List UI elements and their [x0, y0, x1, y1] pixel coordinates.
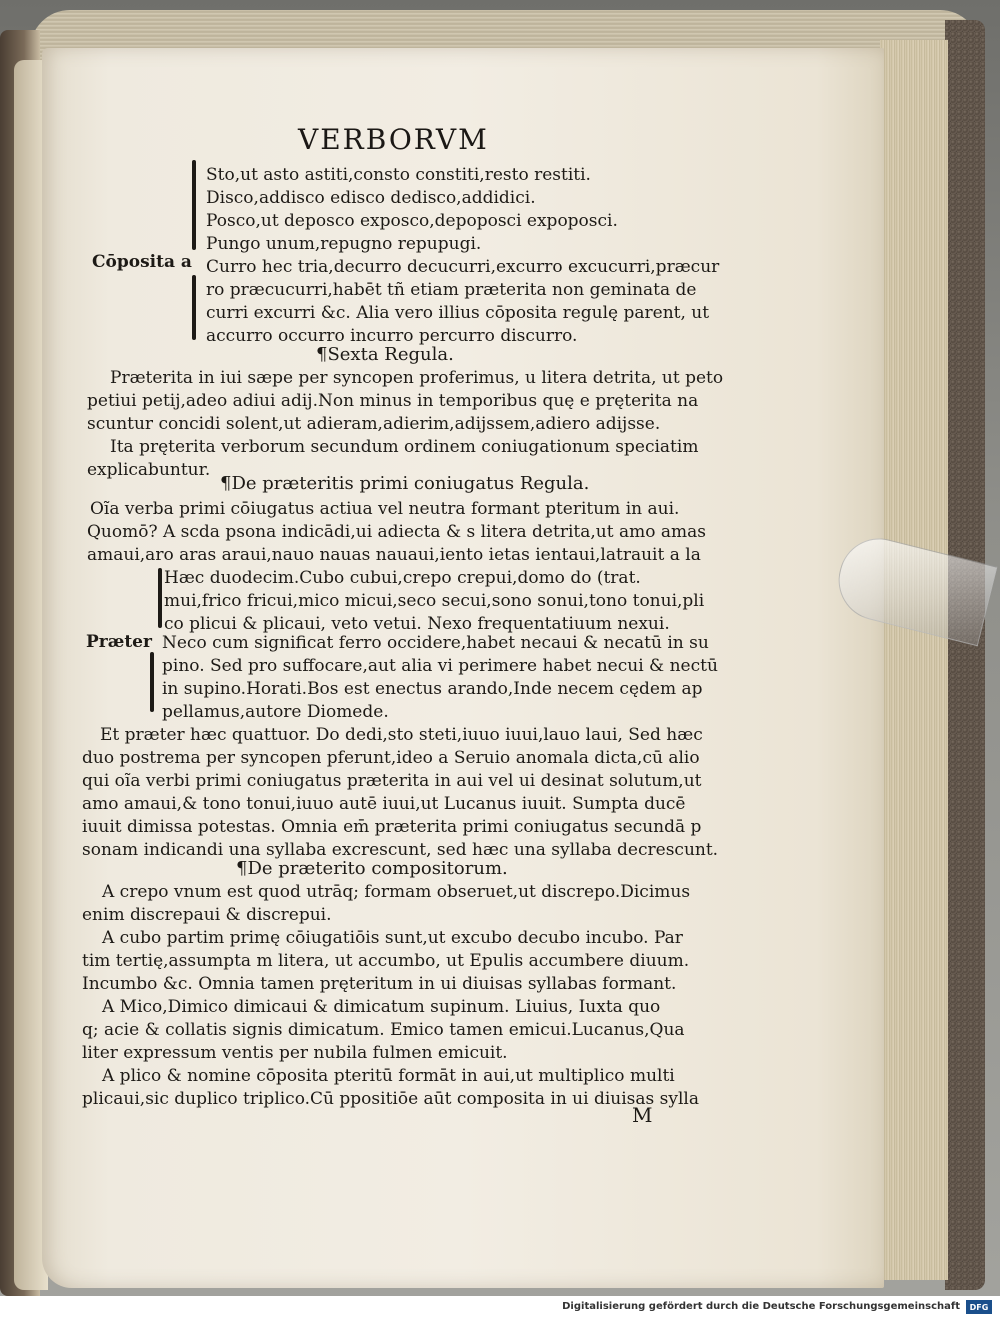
text-line: explicabuntur. [87, 460, 211, 480]
text-line: Quomō? A scda psona indicādi,ui adiecta & s litera detrita,ut amo amas [87, 522, 706, 542]
text-line: A crepo vnum est quod utrāq; formam obseruet,ut discrepo.Dicimus [102, 882, 691, 902]
text-line: duo postrema per syncopen pferunt,ideo a Seruio anomala dicta,cū alio [82, 748, 700, 768]
running-head: VERBORVM [298, 123, 489, 156]
text-line: sonam indicandi una syllaba excrescunt, sed hæc una syllaba decrescunt. [82, 840, 719, 860]
section-heading: ¶Sexta Regula. [316, 344, 454, 365]
text-line: Incumbo &c. Omnia tamen pręteritum in ui diuisas syllabas formant. [82, 974, 677, 994]
text-line: pino. Sed pro suffocare,aut alia vi perimere habet necui & nectū [162, 656, 718, 676]
text-line: Neco cum significat ferro occidere,habet necaui & necatū in su [162, 633, 709, 653]
text-line: mui,frico fricui,mico micui,seco secui,sono sonui,tono tonui,pli [164, 591, 705, 611]
text-line: Præterita in iui sæpe per syncopen proferimus, u litera detrita, ut peto [110, 368, 724, 388]
text-line: Disco,addisco edisco dedisco,addidici. [206, 188, 536, 208]
text-line: in supino.Horati.Bos est enectus arando,Inde necem cędem ap [162, 679, 703, 699]
text-line: A plico & nomine cōposita pteritū formāt in aui,ut multiplico multi [102, 1066, 675, 1086]
text-line: petiui petij,adeo adiui adij.Non minus in temporibus quę e pręterita na [87, 391, 699, 411]
text-line: enim discrepaui & discrepui. [82, 905, 332, 925]
text-line: amaui,aro aras araui,nauo nauas nauaui,iento ietas ientaui,latrauit a la [87, 545, 701, 565]
text-line: liter expressum ventis per nubila fulmen emicuit. [82, 1043, 508, 1063]
text-line: Hæc duodecim.Cubo cubui,crepo crepui,domo do (trat. [164, 568, 641, 588]
brace-mark [192, 160, 196, 250]
text-line: Curro hec tria,decurro decucurri,excurro excucurri,præcur [206, 257, 720, 277]
text-line: tim tertię,assumpta m litera, ut accumbo, ut Epulis accumbere diuum. [82, 951, 690, 971]
text-line: Posco,ut deposco exposco,depoposci expoposci. [206, 211, 618, 231]
dfg-logo: DFG [966, 1300, 992, 1314]
text-line: Ita pręterita verborum secundum ordinem coniugationum speciatim [110, 437, 699, 457]
book-cover-right [945, 20, 985, 1290]
text-line: curri excurri &c. Alia vero illius cōposita regulę parent, ut [206, 303, 710, 323]
text-line: co plicui & plicaui, veto vetui. Nexo frequentatiuum nexui. [164, 614, 670, 634]
section-heading: ¶De præterito compositorum. [236, 858, 508, 879]
margin-note: Præter [86, 632, 152, 652]
page-edges [880, 40, 948, 1280]
brace-mark [150, 652, 154, 712]
text-line: iuuit dimissa potestas. Omnia em̄ præterita primi coniugatus secundā p [82, 817, 702, 837]
brace-mark [158, 568, 162, 628]
text-line: A cubo partim primę cōiugatiōis sunt,ut excubo decubo incubo. Par [102, 928, 683, 948]
signature-mark: M [632, 1103, 653, 1127]
text-line: Oĩa verba primi cōiugatus actiua vel neutra formant pteritum in aui. [90, 499, 680, 519]
text-line: pellamus,autore Diomede. [162, 702, 389, 722]
footer-credit: Digitalisierung gefördert durch die Deutsche Forschungsgemeinschaft [562, 1301, 960, 1312]
text-line: amo amaui,& tono tonui,iuuo autē iuui,ut Lucanus iuuit. Sumpta ducē [82, 794, 686, 814]
text-line: scuntur concidi solent,ut adieram,adierim,adijssem,adiero adijsse. [87, 414, 661, 434]
text-line: Sto,ut asto astiti,consto constiti,resto restiti. [206, 165, 591, 185]
text-line: plicaui,sic duplico triplico.Cū ppositiōe aūt composita in ui diuisas sylla [82, 1089, 699, 1109]
text-line: A Mico,Dimico dimicaui & dimicatum supinum. Liuius, Iuxta quo [102, 997, 661, 1017]
text-line: q; acie & collatis signis dimicatum. Emico tamen emicui.Lucanus,Qua [82, 1020, 685, 1040]
text-line: Et præter hæc quattuor. Do dedi,sto steti,iuuo iuui,lauo laui, Sed hæc [100, 725, 703, 745]
text-line: Pungo unum,repugno repupugi. [206, 234, 482, 254]
section-heading: ¶De præteritis primi coniugatus Regula. [220, 473, 590, 494]
text-line: qui oĩa verbi primi coniugatus præterita in aui vel ui desinat solutum,ut [82, 771, 702, 791]
margin-note: Cōposita a [92, 252, 192, 272]
text-line: accurro occurro incurro percurro discurro. [206, 326, 578, 346]
text-line: ro præcucurri,habēt tñ etiam præterita non geminata de [206, 280, 697, 300]
brace-mark [192, 275, 196, 340]
